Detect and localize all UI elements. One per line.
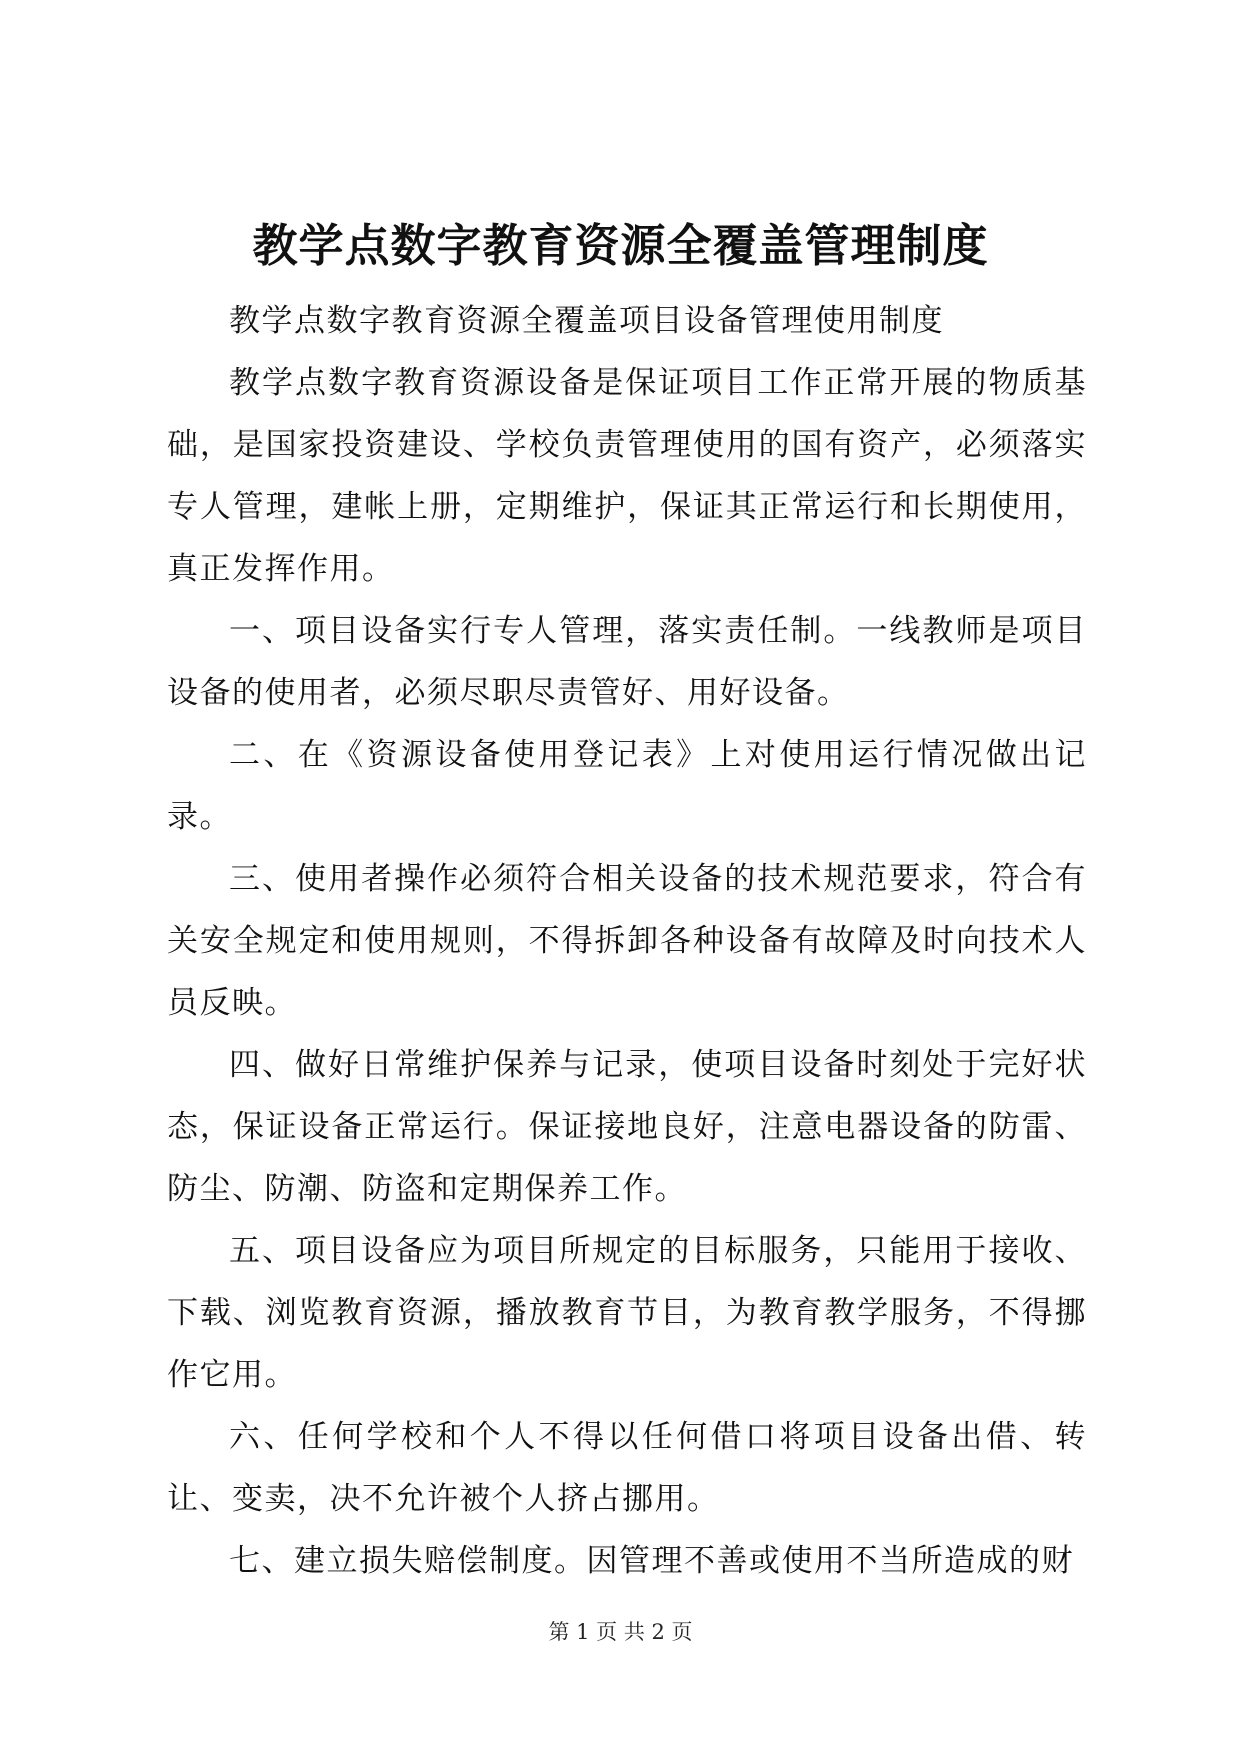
paragraph-rule-5: 五、项目设备应为项目所规定的目标服务，只能用于接收、下载、浏览教育资源，播放教育节目，为教育教学服务，不得挪作它用。 bbox=[167, 1233, 1087, 1393]
paragraph-rule-7: 七、建立损失赔偿制度。因管理不善或使用不当所造成的财 bbox=[229, 1543, 1074, 1579]
document-title: 教学点数字教育资源全覆盖管理制度 bbox=[252, 219, 989, 272]
document-body bbox=[167, 290, 1087, 1592]
paragraph-rule-3: 三、使用者操作必须符合相关设备的技术规范要求，符合有关安全规定和使用规则，不得拆卸各种设备有故障及时向技术人员反映。 bbox=[167, 861, 1087, 1021]
paragraph-intro: 教学点数字教育资源设备是保证项目工作正常开展的物质基础，是国家投资建设、学校负责管理使用的国有资产，必须落实专人管理，建帐上册，定期维护，保证其正常运行和长期使用，真正发挥作用。 bbox=[167, 365, 1087, 587]
page-number-footer: 第 1 页 共 2 页 bbox=[548, 1620, 693, 1644]
paragraph-subtitle: 教学点数字教育资源全覆盖项目设备管理使用制度 bbox=[229, 303, 944, 339]
paragraph-rule-2: 二、在《资源设备使用登记表》上对使用运行情况做出记录。 bbox=[167, 737, 1087, 835]
paragraph-rule-6: 六、任何学校和个人不得以任何借口将项目设备出借、转让、变卖，决不允许被个人挤占挪用。 bbox=[167, 1419, 1087, 1517]
paragraph-rule-4: 四、做好日常维护保养与记录，使项目设备时刻处于完好状态，保证设备正常运行。保证接地良好，注意电器设备的防雷、防尘、防潮、防盗和定期保养工作。 bbox=[167, 1047, 1087, 1207]
paragraph-rule-1: 一、项目设备实行专人管理，落实责任制。一线教师是项目设备的使用者，必须尽职尽责管好、用好设备。 bbox=[167, 613, 1087, 711]
